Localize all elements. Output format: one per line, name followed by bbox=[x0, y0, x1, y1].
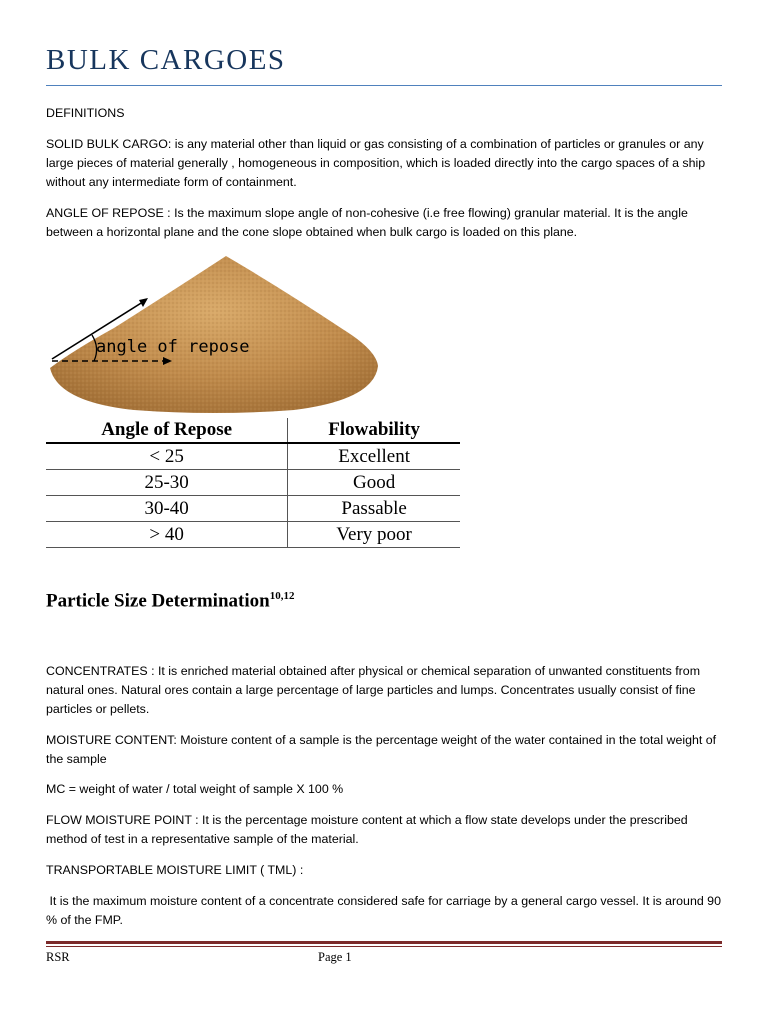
table-cell: > 40 bbox=[46, 522, 288, 548]
mc-formula: MC = weight of water / total weight of sample X 100 % bbox=[46, 782, 344, 796]
table-cell: Very poor bbox=[288, 522, 460, 548]
definitions-heading: DEFINITIONS bbox=[46, 106, 125, 120]
table-row bbox=[46, 470, 460, 496]
footer-rule-thick bbox=[46, 941, 722, 944]
table-cell: < 25 bbox=[46, 443, 288, 470]
table-row bbox=[46, 522, 460, 548]
footer-page-number: Page 1 bbox=[318, 950, 352, 964]
header-angle-of-repose: Angle of Repose bbox=[46, 418, 288, 443]
table-cell: 30-40 bbox=[46, 496, 288, 522]
header-flowability: Flowability bbox=[288, 418, 460, 443]
cone-label: angle of repose bbox=[96, 337, 250, 357]
tml-definition: It is the maximum moisture content of a concentrate considered safe for carriage by a general cargo vessel. It is around 90 % of the FMP. bbox=[46, 894, 725, 927]
table-cell: Good bbox=[288, 470, 460, 496]
title-underline bbox=[46, 85, 722, 86]
moisture-content-definition: MOISTURE CONTENT: Moisture content of a sample is the percentage weight of the water contained in the total weight of the sample bbox=[46, 733, 717, 766]
solid-bulk-cargo-definition: SOLID BULK CARGO: is any material other than liquid or gas consisting of a combination of particles or granules or any large pieces of material generally , homogeneous in composition, which is loaded directly into the cargo spaces of a ship without any intermediate form of containment. bbox=[46, 137, 706, 189]
angle-of-repose-cone-image bbox=[44, 250, 384, 415]
table-row bbox=[46, 496, 460, 522]
footer-rule-thin bbox=[46, 946, 722, 947]
particle-size-heading bbox=[46, 590, 294, 612]
flow-moisture-point-definition: FLOW MOISTURE POINT : It is the percentage moisture content at which a flow state develops under the prescribed method of test in a representative sample of the material. bbox=[46, 813, 688, 846]
flowability-table bbox=[46, 418, 460, 548]
page-title: BULK CARGOES bbox=[46, 44, 286, 76]
angle-of-repose-definition: ANGLE OF REPOSE : Is the maximum slope angle of non-cohesive (i.e free flowing) granular material. It is the angle between a horizontal plane and the cone slope obtained when bulk cargo is loaded on this plane. bbox=[46, 206, 688, 239]
tml-heading: TRANSPORTABLE MOISTURE LIMIT ( TML) : bbox=[46, 863, 304, 877]
table-cell: Excellent bbox=[288, 443, 460, 470]
table-cell: Passable bbox=[288, 496, 460, 522]
footer-author: RSR bbox=[46, 950, 70, 964]
table-header-row bbox=[46, 418, 460, 443]
particle-size-superscript: 10,12 bbox=[269, 590, 295, 602]
table-cell: 25-30 bbox=[46, 470, 288, 496]
table-row bbox=[46, 443, 460, 470]
particle-size-title: Particle Size Determination bbox=[46, 590, 270, 612]
concentrates-definition: CONCENTRATES : It is enriched material obtained after physical or chemical separation of unwanted constituents from natural ones. Natural ores contain a large percentage of large particles and lumps. Concentrates usually consist of fine particles or pellets. bbox=[46, 664, 701, 716]
